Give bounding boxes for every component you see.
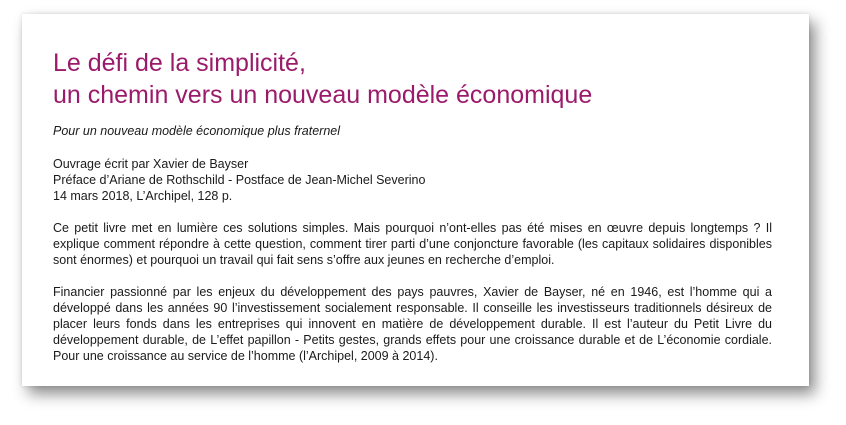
author-line: Ouvrage écrit par Xavier de Bayser bbox=[53, 157, 249, 171]
book-summary-card bbox=[22, 14, 809, 386]
book-title-line-1: Le défi de la simplicité, bbox=[53, 49, 306, 77]
book-subtitle: Pour un nouveau modèle économique plus fraternel bbox=[53, 124, 340, 138]
book-title bbox=[53, 47, 592, 111]
book-metadata bbox=[53, 156, 425, 204]
description-paragraph: Ce petit livre met en lumière ces solutions simples. Mais pourquoi n’ont-elles pas été mises en œuvre depuis longtemps ? Il explique comment répondre à cette question, comment tirer parti d’une conjoncture favorable (les capitaux solidaires disponibles sont énormes) et pourquoi un travail qui fait sens s’offre aux jeunes en recherche d’emploi. bbox=[53, 221, 772, 267]
author-bio-paragraph: Financier passionné par les enjeux du développement des pays pauvres, Xavier de Bayser, né en 1946, est l’homme qui a développé dans les années 90 l’investissement socialement responsable. Il conseille les investisseurs traditionnels désireux de placer leurs fonds dans les entreprises qui innovent en matière de développement durable. Il est l’auteur du Petit Livre du développement durable, de L’effet papillon - Petits gestes, grands effets pour une croissance durable et de L’économie cordiale. Pour une croissance au service de l’homme (l’Archipel, 2009 à 2014). bbox=[53, 285, 772, 363]
publication-line: 14 mars 2018, L’Archipel, 128 p. bbox=[53, 189, 233, 203]
preface-line: Préface d’Ariane de Rothschild - Postface de Jean-Michel Severino bbox=[53, 173, 426, 187]
book-title-line-2: un chemin vers un nouveau modèle économique bbox=[53, 81, 593, 109]
